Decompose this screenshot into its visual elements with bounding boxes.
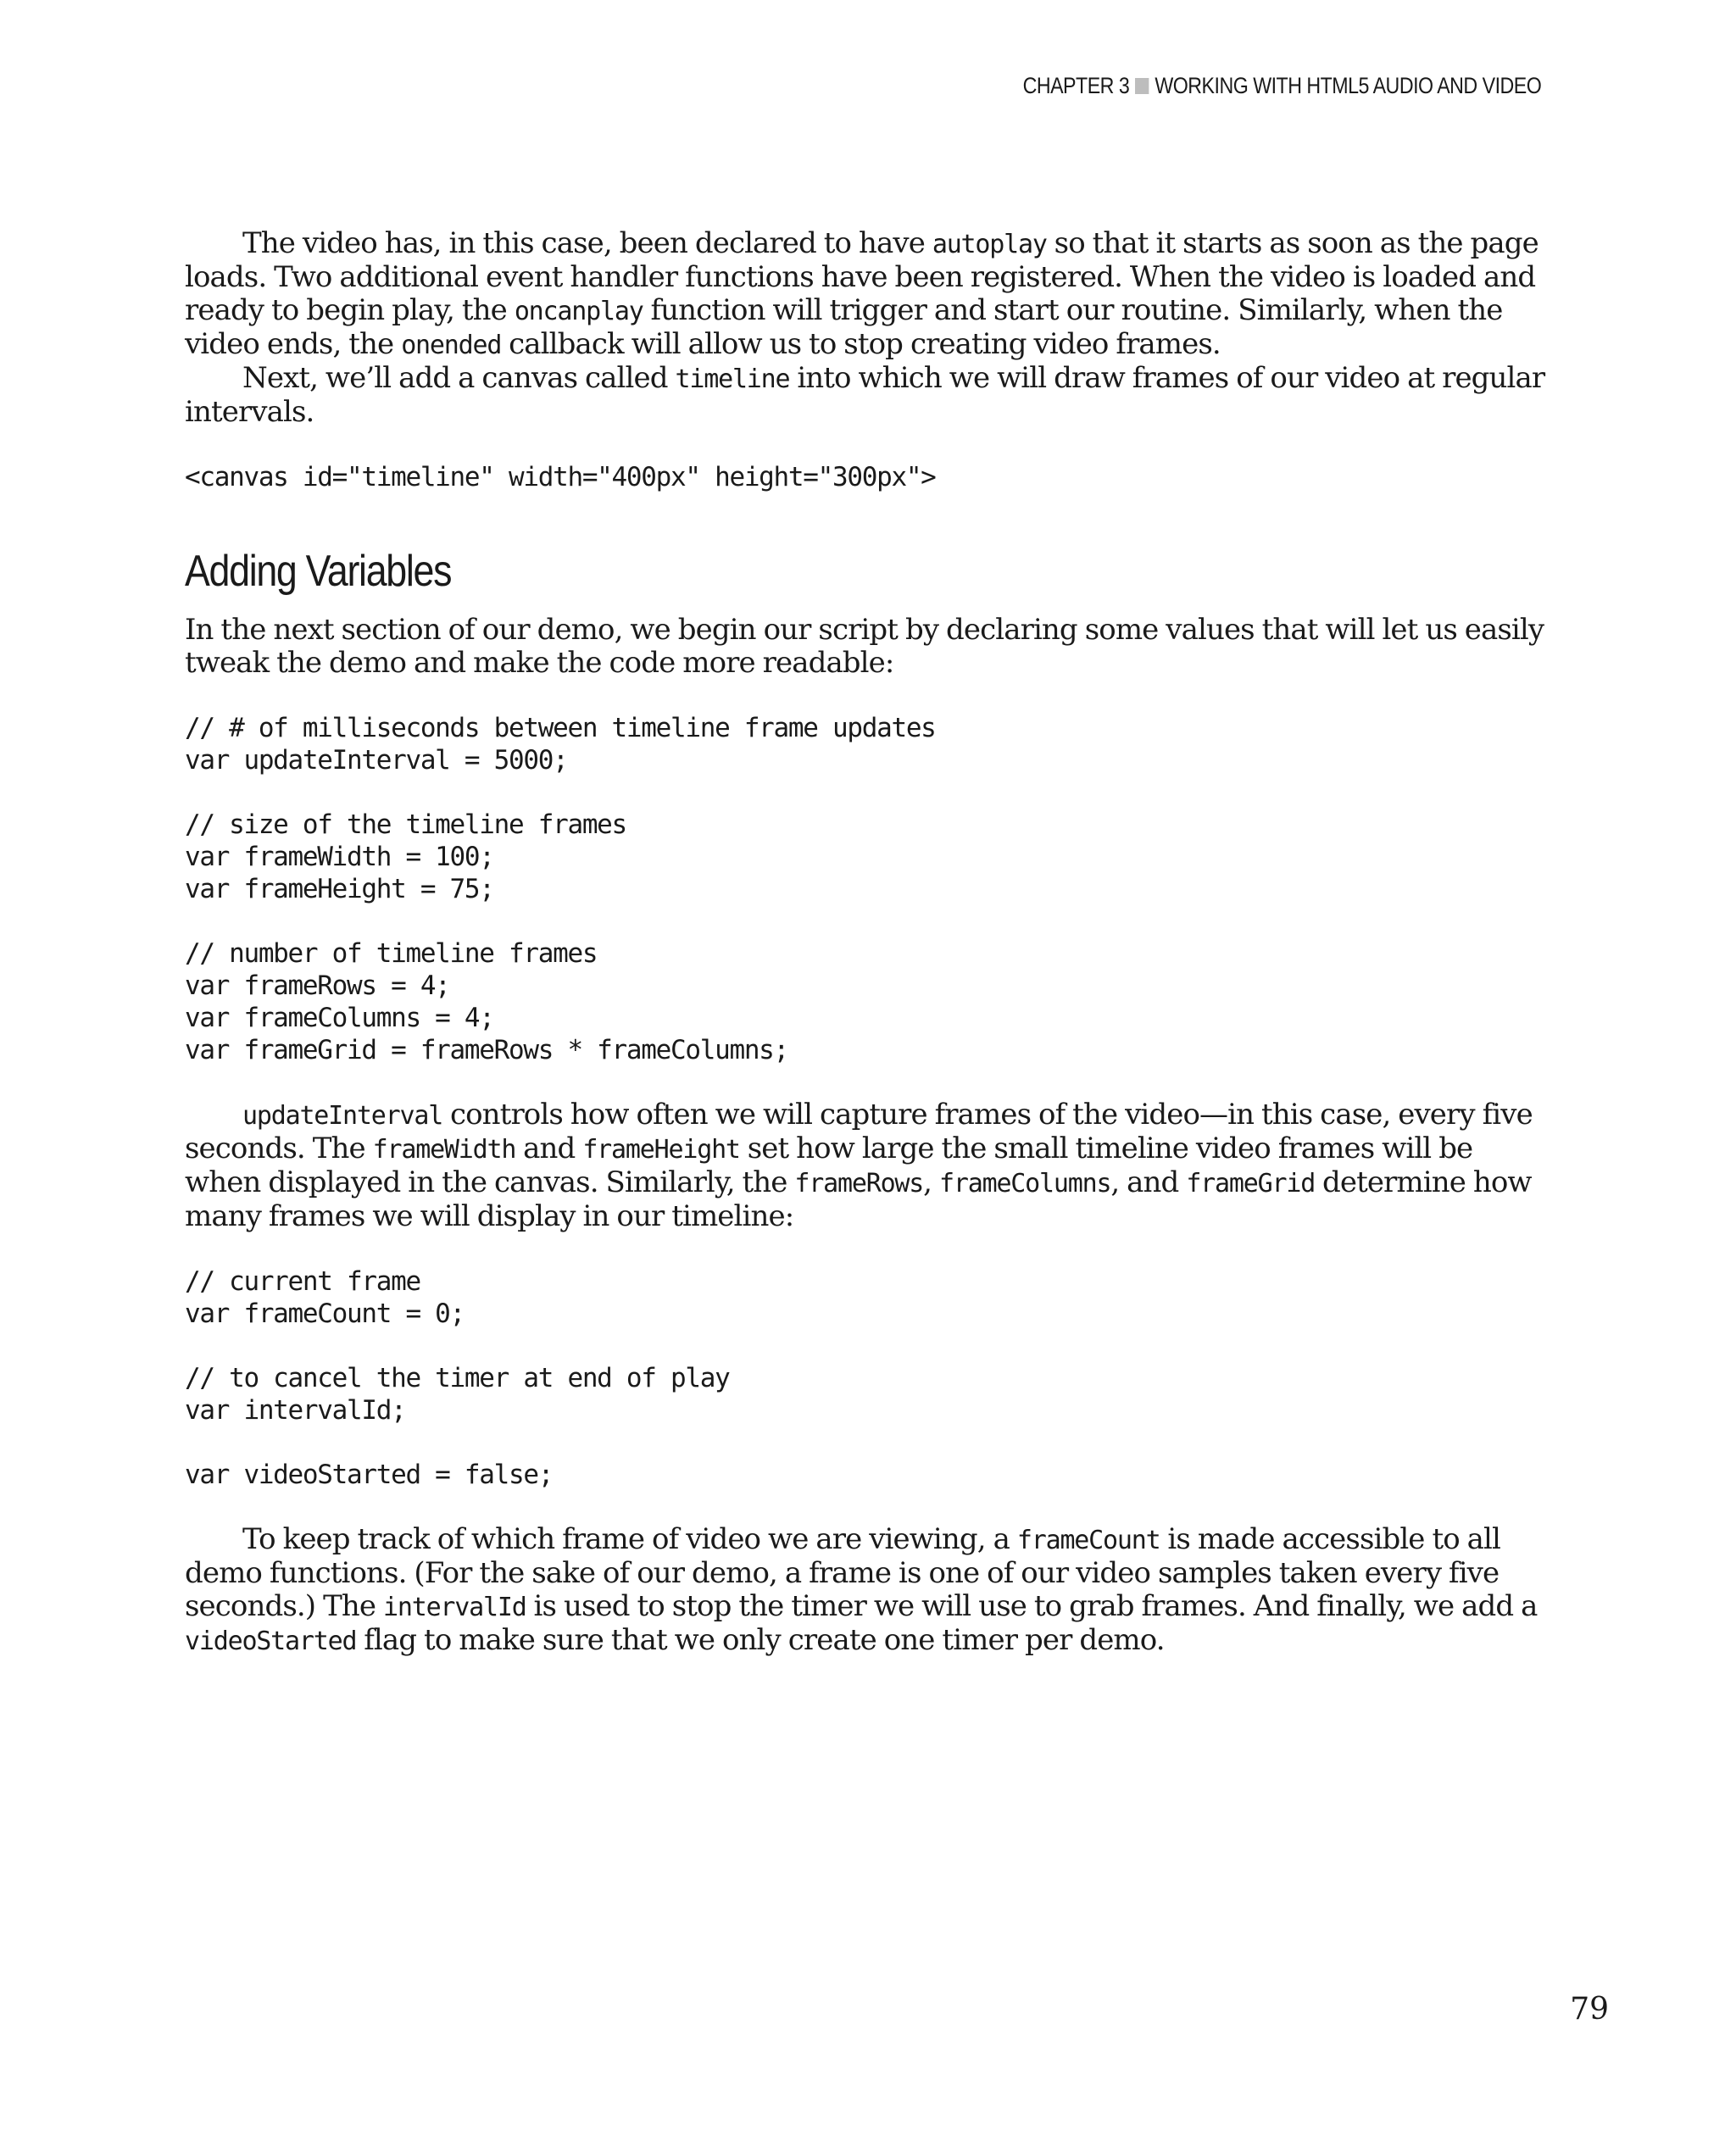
inline-code: frameHeight: [582, 1135, 740, 1165]
chapter-label: CHAPTER 3: [1022, 73, 1129, 98]
paragraph-intro-variables: In the next section of our demo, we begin our script by declaring some values that will let us easily tweak the demo and make the code more readable:: [185, 613, 1544, 680]
page-number: 79: [1570, 1992, 1609, 2027]
inline-code: autoplay: [932, 230, 1047, 259]
paragraph-update-interval: updateInterval controls how often we will capture frames of the video—in this case, every five seconds. The frameWidth and frameHeight set how large the small timeline video frames will be when displayed in the canvas. Similarly, the frameRows, frameColumns, and frameGrid determine how many frames we will display in our timeline:: [185, 1098, 1533, 1233]
code-block-variables: // # of milliseconds between timeline frame updates var updateInterval = 5000; // size of the timeline frames var frameWidth = 100; var frameHeight = 75; // number of timeline frames var frameRows = 4; var frameColumns = 4; var frameGrid = frameRows * frameColumns;: [185, 713, 936, 1065]
inline-code: frameWidth: [372, 1135, 516, 1165]
running-head: [1022, 73, 1541, 99]
code-block-frame-count: // current frame var frameCount = 0; // to cancel the timer at end of play var intervalId; var videoStarted = false;: [185, 1266, 730, 1490]
inline-code: updateInterval: [242, 1101, 443, 1131]
inline-code: frameColumns: [939, 1169, 1111, 1198]
section-heading: Adding Variables: [185, 547, 452, 596]
inline-code: videoStarted: [185, 1627, 357, 1656]
inline-code: frameRows: [794, 1169, 924, 1198]
code-block-canvas: <canvas id="timeline" width="400px" height="300px">: [185, 462, 936, 492]
page-content: [185, 227, 1551, 1658]
chapter-title: WORKING WITH HTML5 AUDIO AND VIDEO: [1155, 73, 1541, 98]
inline-code: onended: [401, 331, 502, 360]
paragraph-frame-count: To keep track of which frame of video we are viewing, a frameCount is made accessible to all demo functions. (For the sake of our demo, a frame is one of our video samples taken every five seconds.) The intervalId is used to stop the timer we will use to grab frames. And finally, we add a videoStarted flag to make sure that we only create one timer per demo.: [185, 1522, 1538, 1657]
inline-code: oncanplay: [514, 297, 643, 326]
inline-code: intervalId: [382, 1593, 526, 1622]
inline-code: frameGrid: [1186, 1169, 1316, 1198]
paragraph-autoplay: The video has, in this case, been declared to have autoplay so that it starts as soon as the page loads. Two additional event handler functions have been registered. When the video is loaded and ready to begin play, the oncanplay function will trigger and start our routine. Similarly, when the video ends, the onended callback will allow us to stop creating video frames.: [185, 226, 1538, 361]
separator-square-icon: [1135, 78, 1149, 94]
inline-code: frameCount: [1016, 1526, 1160, 1555]
inline-code: timeline: [675, 364, 790, 394]
paragraph-timeline: Next, we’ll add a canvas called timeline into which we will draw frames of our video at regular intervals.: [185, 361, 1545, 429]
